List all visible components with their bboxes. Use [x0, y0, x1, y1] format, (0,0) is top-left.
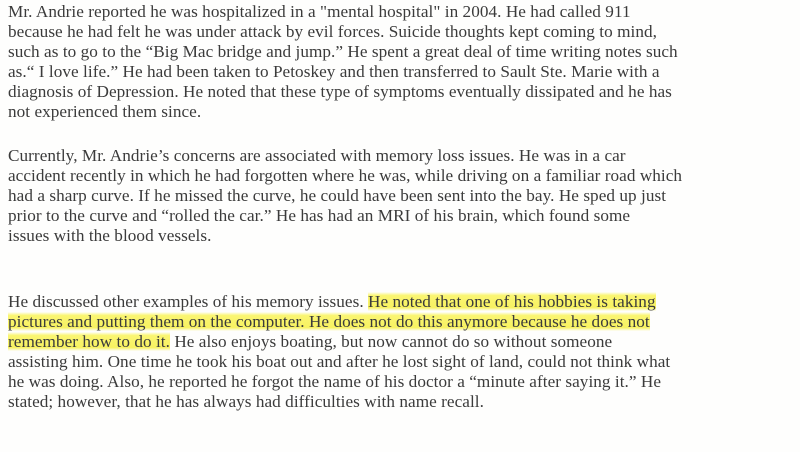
line-text: diagnosis of Depression. He noted that these type of symptoms eventually dissipated and he has — [8, 82, 672, 101]
document-line — [8, 102, 201, 122]
line-text: stated; however, that he has always had difficulties with name recall. — [8, 392, 484, 411]
line-text: accident recently in which he had forgotten where he was, while driving on a familiar road which — [8, 166, 683, 185]
document-line — [8, 332, 612, 352]
line-text: He also enjoys boating, but now cannot do so without someone — [169, 332, 613, 351]
line-text: He discussed other examples of his memory issues. — [8, 292, 369, 311]
document-line — [8, 186, 666, 206]
highlighted-text: remember how to do it. — [8, 332, 170, 351]
line-text: prior to the curve and “rolled the car.” He has had an MRI of his brain, which found some — [8, 206, 631, 225]
document-line — [8, 82, 672, 102]
line-text: such as to go to the “Big Mac bridge and jump.” He spent a great deal of time writing notes such — [8, 42, 678, 61]
line-text: assisting him. One time he took his boat out and after he lost sight of land, could not think what — [8, 352, 671, 371]
document-line — [8, 42, 678, 62]
highlighted-text: He noted that one of his hobbies is taking — [368, 292, 656, 311]
document-line — [8, 62, 660, 82]
line-text: because he had felt he was under attack by evil forces. Suicide thoughts kept coming to mind, — [8, 22, 657, 41]
document-line — [8, 22, 657, 42]
document-line — [8, 312, 650, 332]
line-text: as.“ I love life.” He had been taken to Petoskey and then transferred to Sault Ste. Marie with a — [8, 62, 660, 81]
document-line — [8, 226, 211, 246]
line-text: had a sharp curve. If he missed the curve, he could have been sent into the bay. He sped up just — [8, 186, 667, 205]
document-line — [8, 372, 661, 392]
line-text: he was doing. Also, he reported he forgot the name of his doctor a “minute after saying it.” He — [8, 372, 662, 391]
document-line — [8, 166, 682, 186]
line-text: issues with the blood vessels. — [8, 226, 212, 245]
line-text: not experienced them since. — [8, 102, 202, 121]
document-line — [8, 206, 630, 226]
document-line — [8, 146, 626, 166]
document-line — [8, 392, 484, 412]
document-line — [8, 292, 656, 312]
highlighted-text: pictures and putting them on the computer. He does not do this anymore because he does not — [8, 312, 650, 331]
line-text: Mr. Andrie reported he was hospitalized in a "mental hospital" in 2004. He had called 911 — [8, 2, 631, 21]
line-text: Currently, Mr. Andrie’s concerns are associated with memory loss issues. He was in a car — [8, 146, 626, 165]
document-line — [8, 352, 670, 372]
document-line — [8, 2, 631, 22]
